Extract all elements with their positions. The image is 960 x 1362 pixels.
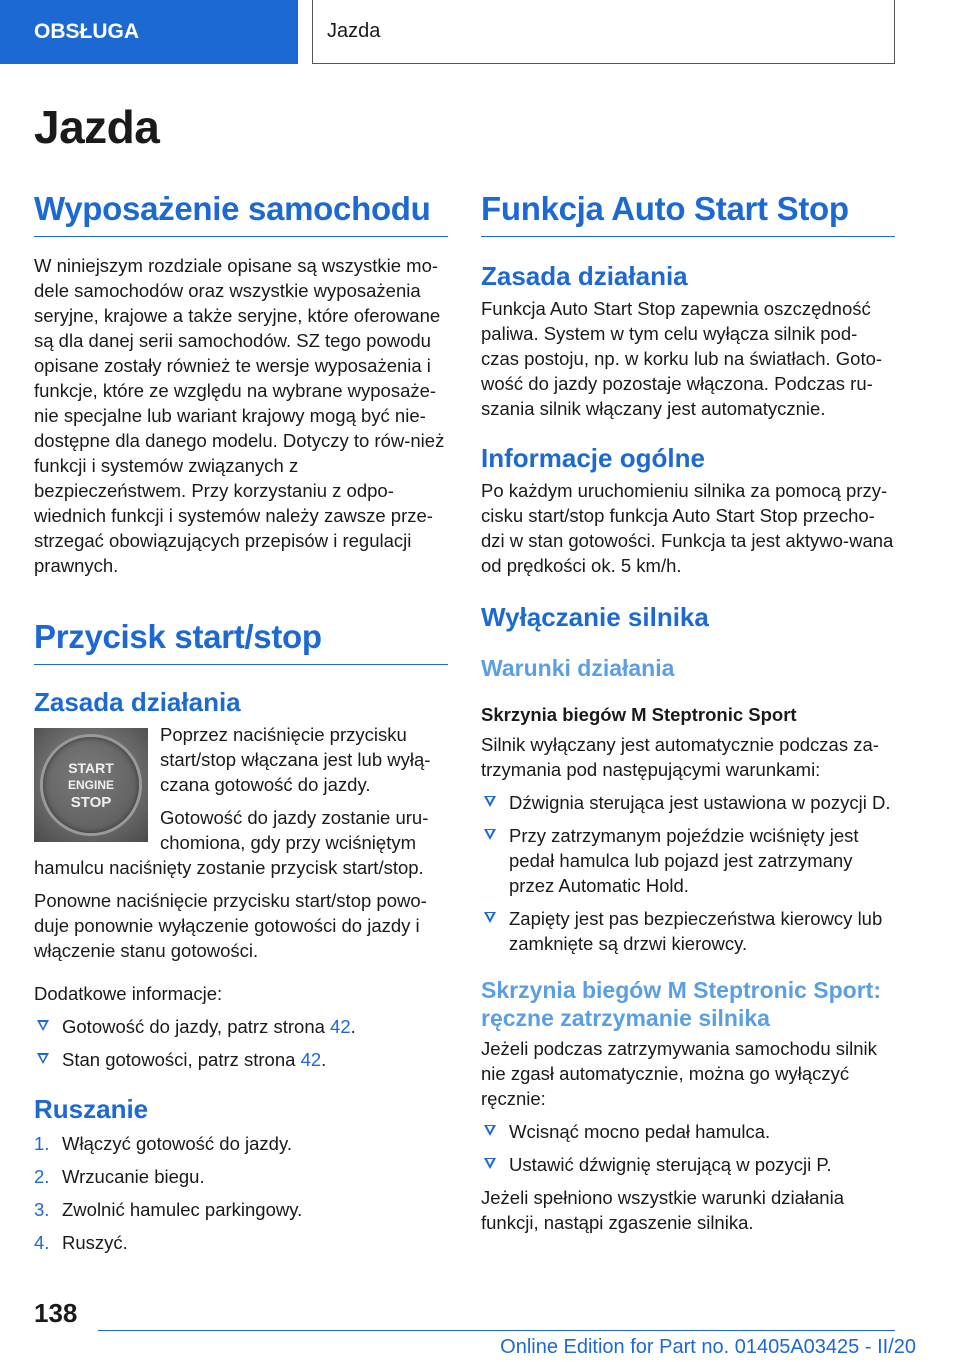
heading-warunki: Warunki działania <box>481 654 675 681</box>
list-item <box>481 1119 895 1144</box>
chapter-header <box>312 0 895 64</box>
list-item <box>481 1152 895 1177</box>
paragraph-wyposazenie: W niniejszym rozdziale opisane są wszystkie mo-dele samochodów oraz wszystkie wyposażenia seryjne, krajowe a także seryjne, które oferowane są dla danej serii samochodów. SZ tego powodu opisane zostały również te wersje wyposażenia i funkcje, które ze względu na wybrane wyposaże-nie specjalne lub wariant krajowy mogą być nie-dostępne dla danego modelu. Dotyczy to rów-nież funkcji i systemów związanych z bezpieczeństwem. Przy korzystaniu z odpo-wiednich funkcji i systemów należy zawsze prze-strzegać obowiązujących przepisów i regulacji prawnych. <box>34 254 445 576</box>
triangle-bullet-icon <box>37 1053 49 1064</box>
chapter-label: Jazda <box>327 20 381 42</box>
heading-zasada-przycisk: Zasada działania <box>34 686 241 717</box>
step-number: 2. <box>34 1166 50 1188</box>
page-link[interactable]: 42 <box>300 1049 322 1071</box>
list-item-text: Dźwignia sterująca jest ustawiona w pozycji D. <box>509 791 891 813</box>
step-text: Ruszyć. <box>62 1232 128 1254</box>
paragraph-manual: Jeżeli podczas zatrzymywania samochodu silnik nie zgasł automatycznie, można go wyłączyć ręcznie: <box>481 1037 877 1109</box>
list-item <box>34 1047 448 1072</box>
conditions-list <box>481 790 895 956</box>
list-item <box>481 906 895 956</box>
list-item-text: Stan gotowości, patrz strona <box>62 1049 301 1071</box>
step-number: 4. <box>34 1232 50 1254</box>
paragraph-informacje: Po każdym uruchomieniu silnika za pomocą przy-cisku start/stop funkcja Auto Start Stop przecho-dzi w stan gotowości. Funkcja ta jest aktywo-wana od prędkości ok. 5 km/h. <box>481 480 894 577</box>
left-column <box>34 190 448 1255</box>
heading-zasada-auto: Zasada działania <box>481 260 688 291</box>
heading-ruszanie: Ruszanie <box>34 1094 149 1125</box>
paragraph-zasada-auto: Funkcja Auto Start Stop zapewnia oszczędność paliwa. System w tym celu wyłącza silnik pod-czas postoju, np. w korku lub na światłach. Goto-wość do jazdy pozostaje włączona. Podczas ru-szania silnik włączany jest automatycznie. <box>481 298 883 420</box>
triangle-bullet-icon <box>484 912 496 923</box>
heading-wyposazenie: Wyposażenie samochodu <box>34 190 448 237</box>
page-link[interactable]: 42 <box>330 1016 351 1038</box>
manual-steps-list <box>481 1119 895 1177</box>
step-number: 3. <box>34 1199 50 1221</box>
list-item-text: Wcisnąć mocno pedał hamulca. <box>509 1120 771 1142</box>
heading-auto-start-stop: Funkcja Auto Start Stop <box>481 190 895 237</box>
list-item <box>34 1164 448 1189</box>
triangle-bullet-icon <box>37 1020 49 1031</box>
list-item <box>481 823 895 898</box>
list-item <box>34 1230 448 1255</box>
list-item <box>34 1131 448 1156</box>
list-item <box>34 1197 448 1222</box>
list-item-text: Ustawić dźwignię sterującą w pozycji P. <box>509 1153 832 1175</box>
list-item <box>481 790 895 815</box>
list-item-end: . <box>350 1016 356 1038</box>
start-button-block <box>34 722 448 880</box>
start-label: START <box>68 759 114 776</box>
page-title: Jazda <box>34 101 160 153</box>
triangle-bullet-icon <box>484 829 496 840</box>
triangle-bullet-icon <box>484 1158 496 1169</box>
step-number: 1. <box>34 1133 50 1155</box>
footer-divider <box>98 1330 895 1331</box>
list-item-text: Przy zatrzymanym pojeździe wciśnięty jest pedał hamulca lub pojazd jest zatrzymany przez Automatic Hold. <box>509 824 859 896</box>
paragraph-przycisk-1: Poprzez naciśnięcie przycisku start/stop włączana jest lub wyłą-czana gotowość do jazdy. <box>160 724 431 796</box>
step-text: Wrzucanie biegu. <box>62 1166 205 1188</box>
section-label: OBSŁUGA <box>34 20 139 43</box>
triangle-bullet-icon <box>484 1125 496 1136</box>
stop-label: STOP <box>70 793 112 811</box>
paragraph-przycisk-2: Gotowość do jazdy zostanie uru-chomiona, gdy przy wciśniętym hamulcu naciśnięty zostanie przycisk start/stop. <box>34 807 429 879</box>
engine-label: ENGINE <box>67 777 114 792</box>
start-button-icon <box>43 737 139 833</box>
additional-info-list <box>34 1014 448 1072</box>
page-number: 138 <box>34 1298 78 1328</box>
paragraph-dodatkowe: Dodatkowe informacje: <box>34 983 223 1005</box>
right-column <box>481 190 895 1235</box>
heading-manual-stop: Skrzynia biegów M Steptronic Sport: ręczne zatrzymanie silnika <box>481 976 881 1031</box>
paragraph-skrzynia: Silnik wyłączany jest automatycznie podczas za-trzymania pod następującymi warunkami: <box>481 733 879 780</box>
list-item-text: Zapięty jest pas bezpieczeństwa kierowcy lub zamknięte są drzwi kierowcy. <box>509 907 883 954</box>
heading-wylaczanie: Wyłączanie silnika <box>481 602 709 633</box>
paragraph-final: Jeżeli spełniono wszystkie warunki działania funkcji, nastąpi zgaszenie silnika. <box>481 1186 844 1233</box>
triangle-bullet-icon <box>484 796 496 807</box>
start-engine-stop-button-image <box>34 728 148 842</box>
heading-informacje: Informacje ogólne <box>481 443 705 474</box>
footer-edition: Online Edition for Part no. 01405A03425 - II/20 <box>500 1336 916 1358</box>
step-text: Włączyć gotowość do jazdy. <box>62 1133 292 1155</box>
list-item-end: . <box>321 1049 327 1071</box>
step-text: Zwolnić hamulec parkingowy. <box>62 1199 303 1221</box>
list-item <box>34 1014 448 1039</box>
ruszanie-steps <box>34 1131 448 1255</box>
label-skrzynia: Skrzynia biegów M Steptronic Sport <box>481 703 797 725</box>
heading-przycisk: Przycisk start/stop <box>34 618 448 665</box>
section-tab <box>0 0 298 64</box>
list-item-text: Gotowość do jazdy, patrz strona <box>62 1016 331 1038</box>
paragraph-przycisk-3: Ponowne naciśnięcie przycisku start/stop powo-duje ponownie wyłączenie gotowości do jazdy i włączenie stanu gotowości. <box>34 890 427 962</box>
